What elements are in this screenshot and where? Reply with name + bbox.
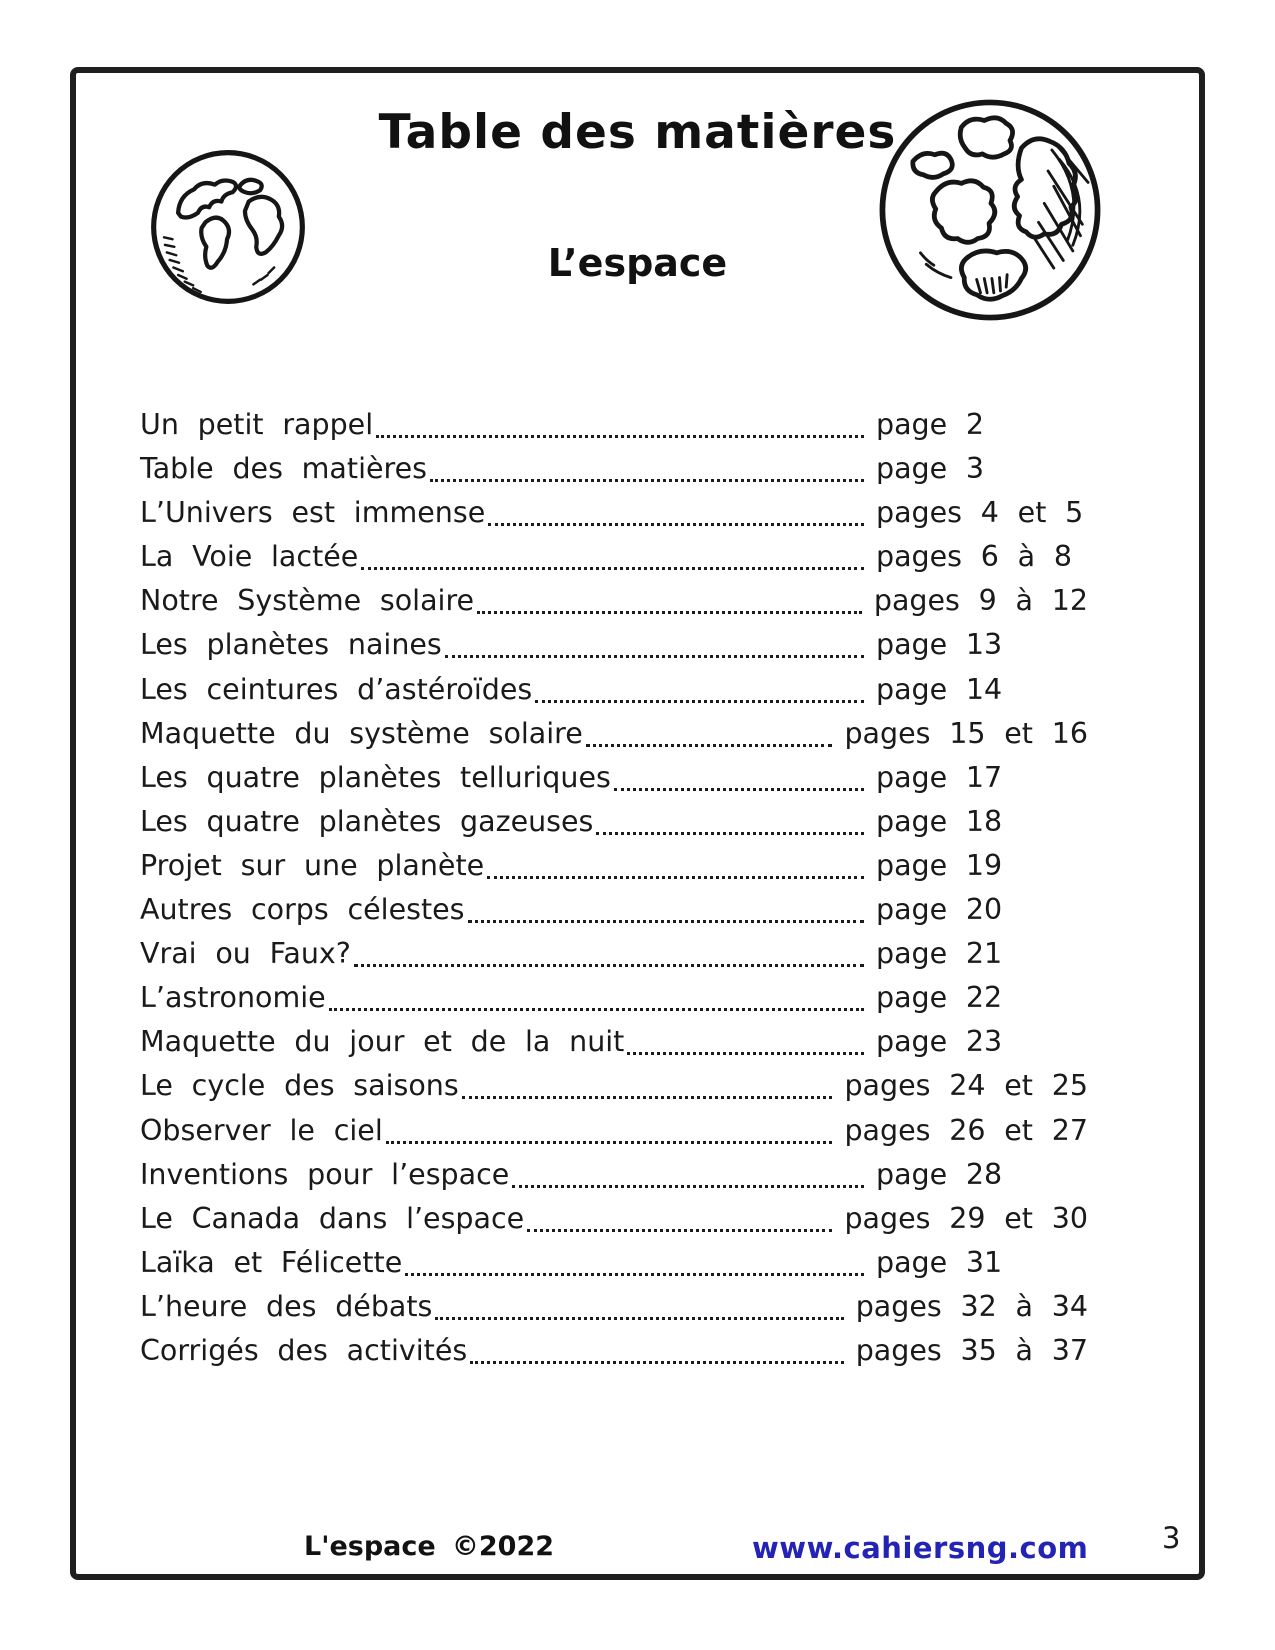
page-title: Table des matières [378,105,897,160]
toc-entry-label: Vrai ou Faux? [140,937,351,971]
toc-row [140,668,1088,712]
page-number: 3 [1162,1521,1181,1555]
footer-copyright: L'espace ©2022 [304,1531,555,1562]
toc-dotted-leader [586,712,833,747]
toc-entry-label: Corrigés des activités [140,1333,468,1367]
toc-dotted-leader [329,976,864,1011]
toc-entry-label: Le cycle des saisons [140,1069,459,1103]
toc-row [140,623,1088,667]
toc-dotted-leader [477,579,862,614]
toc-row [140,491,1088,535]
toc-dotted-leader [361,535,864,570]
toc-entry-label: Les ceintures d’astéroïdes [140,672,533,706]
toc-dotted-leader [445,623,864,658]
toc-entry-label: Les quatre planètes gazeuses [140,804,594,838]
toc-entry-page: page 14 [876,672,1003,706]
toc-dotted-leader [468,888,864,923]
toc-entry-label: Maquette du système solaire [140,716,583,750]
toc-entry-page: pages 15 et 16 [844,716,1088,750]
toc-entry-page: pages 4 et 5 [876,496,1084,530]
page-subtitle: L’espace [547,241,728,285]
toc-entry-page: page 23 [876,1025,1003,1059]
toc-row [140,1197,1088,1241]
toc-row [140,403,1088,447]
toc-entry-page: page 19 [876,848,1003,882]
toc-row [140,1020,1088,1064]
toc-row [140,535,1088,579]
toc-entry-label: Table des matières [140,452,427,486]
toc-entry-page: page 20 [876,893,1003,927]
toc-dotted-leader [470,1329,844,1364]
toc-row [140,1285,1088,1329]
toc-row [140,579,1088,623]
toc-row [140,447,1088,491]
toc-entry-label: Maquette du jour et de la nuit [140,1025,625,1059]
planet-sketch-icon [871,91,1109,329]
toc-entry-label: Inventions pour l’espace [140,1157,510,1191]
toc-dotted-leader [614,756,864,791]
toc-entry-page: page 21 [876,937,1003,971]
toc-entry-page: pages 9 à 12 [873,584,1088,618]
toc-entry-label: Le Canada dans l’espace [140,1201,525,1235]
toc-dotted-leader [487,844,864,879]
toc-entry-page: pages 26 et 27 [844,1113,1088,1147]
toc-dotted-leader [596,800,864,835]
toc-entry-page: pages 32 à 34 [855,1289,1088,1323]
toc-entry-label: Les planètes naines [140,628,442,662]
toc-row [140,800,1088,844]
toc-row [140,1153,1088,1197]
toc-entry-page: page 13 [876,628,1003,662]
toc-entry-label: Observer le ciel [140,1113,383,1147]
toc-dotted-leader [527,1197,832,1232]
toc-entry-page: pages 29 et 30 [844,1201,1088,1235]
toc-dotted-leader [386,1109,833,1144]
toc-entry-page: page 28 [876,1157,1003,1191]
toc-dotted-leader [405,1241,864,1276]
toc-dotted-leader [435,1285,843,1320]
toc-row [140,976,1088,1020]
toc-dotted-leader [462,1064,833,1099]
toc-entry-page: page 2 [876,408,985,441]
toc-list [140,403,1088,1373]
toc-entry-page: page 22 [876,981,1003,1015]
toc-entry-page: page 3 [876,452,985,486]
toc-entry-label: Un petit rappel [140,408,374,441]
earth-globe-icon [148,147,308,307]
toc-entry-page: pages 35 à 37 [855,1333,1088,1367]
toc-row [140,1064,1088,1108]
toc-row [140,888,1088,932]
toc-dotted-leader [430,447,864,482]
toc-entry-label: Notre Système solaire [140,584,475,618]
toc-row [140,756,1088,800]
toc-dotted-leader [376,403,864,438]
toc-entry-label: L’heure des débats [140,1289,433,1323]
toc-row [140,712,1088,756]
toc-entry-label: La Voie lactée [140,540,359,574]
toc-entry-label: L’Univers est immense [140,496,486,530]
toc-dotted-leader [512,1153,864,1188]
page-frame [70,67,1205,1580]
toc-dotted-leader [627,1020,864,1055]
toc-entry-page: page 17 [876,760,1003,794]
toc-row [140,1241,1088,1285]
toc-row [140,1329,1088,1373]
toc-entry-label: Projet sur une planète [140,848,485,882]
toc-entry-label: L’astronomie [140,981,326,1015]
footer-website-link[interactable]: www.cahiersng.com [752,1531,1089,1565]
toc-dotted-leader [488,491,864,526]
toc-dotted-leader [354,932,864,967]
toc-entry-label: Les quatre planètes telluriques [140,760,611,794]
toc-entry-label: Laïka et Félicette [140,1245,403,1279]
toc-row [140,932,1088,976]
toc-entry-page: page 18 [876,804,1003,838]
toc-entry-page: page 31 [876,1245,1003,1279]
toc-row [140,1109,1088,1153]
toc-entry-label: Autres corps célestes [140,893,465,927]
toc-row [140,844,1088,888]
toc-entry-page: pages 6 à 8 [876,540,1073,574]
toc-dotted-leader [535,668,864,703]
toc-entry-page: pages 24 et 25 [844,1069,1088,1103]
